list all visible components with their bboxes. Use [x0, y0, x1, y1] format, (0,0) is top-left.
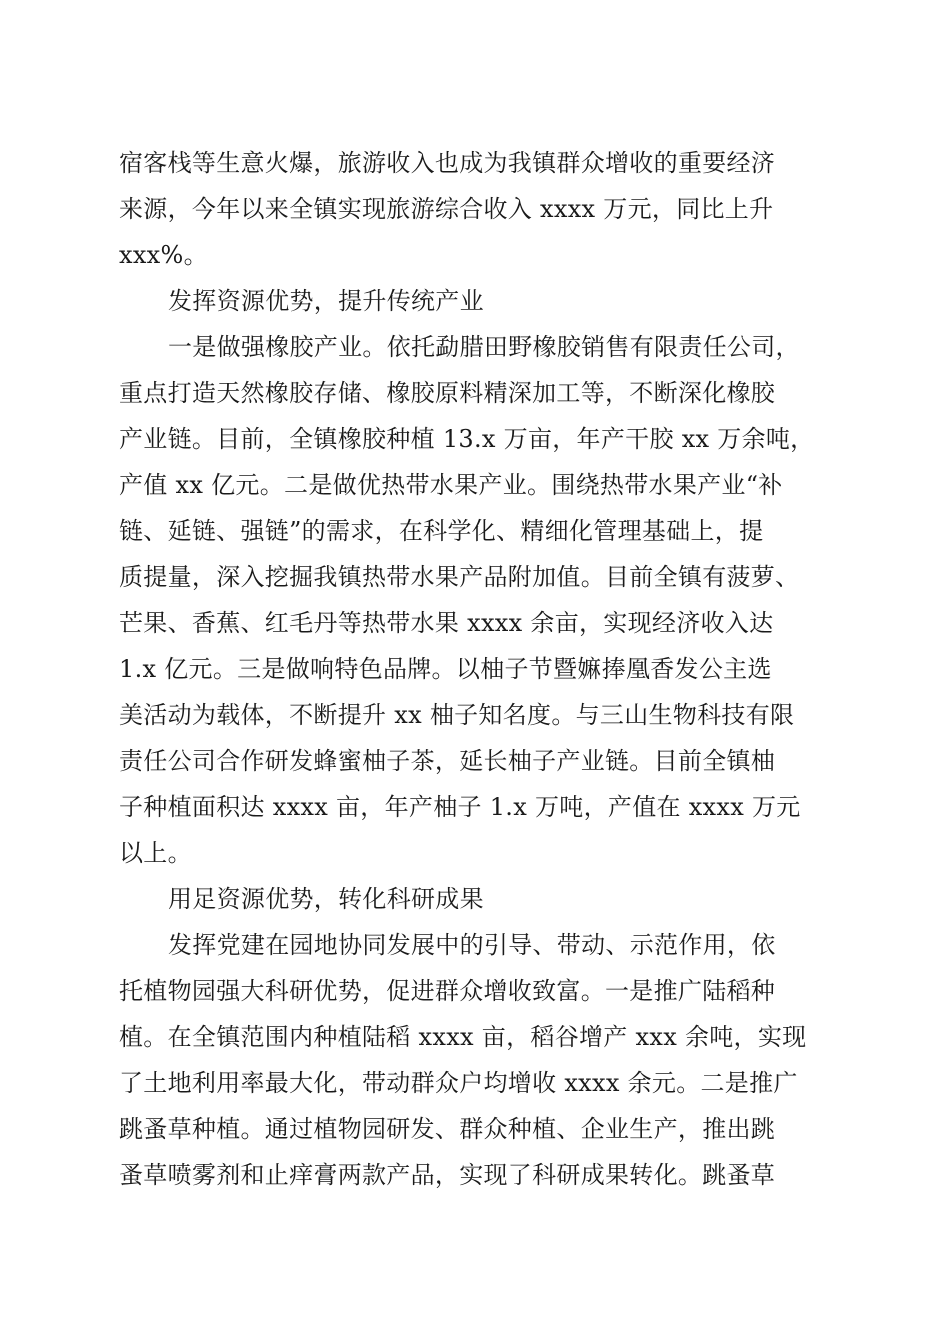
paragraph-line-16: 以上。	[119, 839, 192, 867]
paragraph-line-23: 蚤草喷雾剂和止痒膏两款产品，实现了科研成果转化。跳蚤草	[119, 1161, 776, 1189]
section-heading-2: 用足资源优势，转化科研成果	[168, 885, 484, 913]
paragraph-line-2: 来源，今年以来全镇实现旅游综合收入 xxxx 万元，同比上升	[119, 195, 774, 223]
paragraph-line-13: 美活动为载体，不断提升 xx 柚子知名度。与三山生物科技有限	[119, 701, 795, 729]
paragraph-line-7: 产业链。目前，全镇橡胶种植 13.x 万亩，年产干胶 xx 万余吨，	[119, 425, 815, 453]
paragraph-line-3: xxx%。	[119, 241, 208, 269]
paragraph-line-6: 重点打造天然橡胶存储、橡胶原料精深加工等，不断深化橡胶	[119, 379, 776, 407]
paragraph-line-14: 责任公司合作研发蜂蜜柚子茶，延长柚子产业链。目前全镇柚	[119, 747, 776, 775]
paragraph-line-18: 发挥党建在园地协同发展中的引导、带动、示范作用，依	[168, 931, 776, 959]
paragraph-line-10: 质提量，深入挖掘我镇热带水果产品附加值。目前全镇有菠萝、	[119, 563, 800, 591]
paragraph-line-20: 植。在全镇范围内种植陆稻 xxxx 亩，稻谷增产 xxx 余吨，实现	[119, 1023, 807, 1051]
section-heading-1: 发挥资源优势，提升传统产业	[168, 287, 484, 315]
paragraph-line-19: 托植物园强大科研优势，促进群众增收致富。一是推广陆稻种	[119, 977, 776, 1005]
paragraph-line-5: 一是做强橡胶产业。依托勐腊田野橡胶销售有限责任公司，	[168, 333, 800, 361]
paragraph-line-15: 子种植面积达 xxxx 亩，年产柚子 1.x 万吨，产值在 xxxx 万元	[119, 793, 801, 821]
paragraph-line-9: 链、延链、强链”的需求，在科学化、精细化管理基础上，提	[119, 517, 764, 545]
paragraph-line-21: 了土地利用率最大化，带动群众户均增收 xxxx 余元。二是推广	[119, 1069, 798, 1097]
paragraph-line-12: 1.x 亿元。三是做响特色品牌。以柚子节暨嫲捧凰香发公主选	[119, 655, 772, 683]
paragraph-line-11: 芒果、香蕉、红毛丹等热带水果 xxxx 余亩，实现经济收入达	[119, 609, 774, 637]
paragraph-line-1: 宿客栈等生意火爆，旅游收入也成为我镇群众增收的重要经济	[119, 149, 776, 177]
paragraph-line-22: 跳蚤草种植。通过植物园研发、群众种植、企业生产，推出跳	[119, 1115, 776, 1143]
paragraph-line-8: 产值 xx 亿元。二是做优热带水果产业。围绕热带水果产业“补	[119, 471, 783, 499]
